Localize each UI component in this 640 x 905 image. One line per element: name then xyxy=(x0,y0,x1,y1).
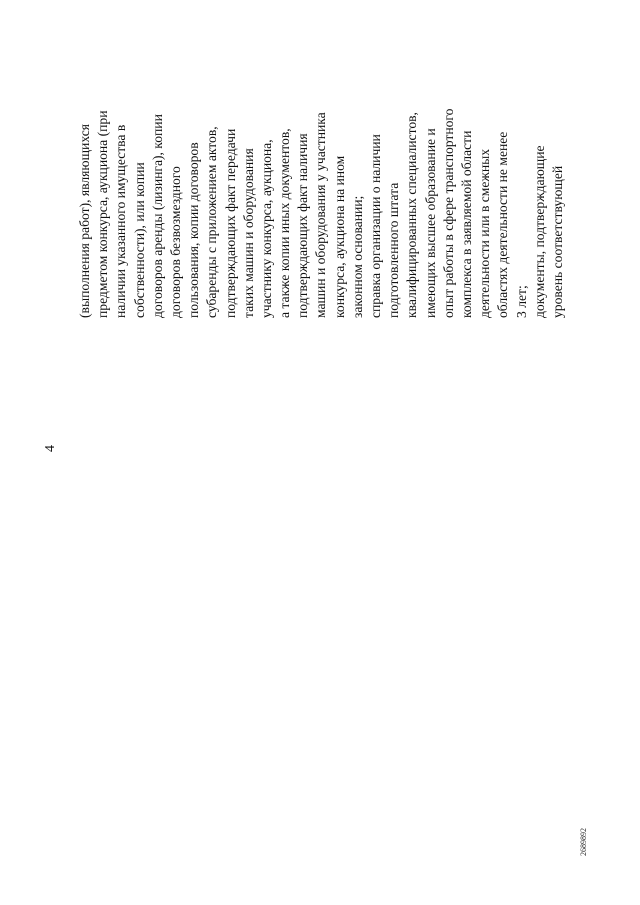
text-line: областях деятельности не менее xyxy=(495,131,511,318)
text-line: конкурса, аукциона на ином xyxy=(331,155,347,318)
text-line: квалифицированных специалистов, xyxy=(404,112,420,318)
text-line: наличии указанного имущества в xyxy=(113,124,129,318)
text-line: документы, подтверждающие xyxy=(531,145,547,318)
text-line: подготовленного штата xyxy=(386,182,402,318)
text-line: таких машин и оборудования xyxy=(240,148,256,318)
text-line: предметом конкурса, аукциона (при xyxy=(95,110,111,318)
text-line: комплекса в заявляемой области xyxy=(458,130,474,318)
text-line: 3 лет; xyxy=(513,285,529,318)
body-text xyxy=(76,0,567,318)
text-line: уровень соответствующей xyxy=(549,165,565,318)
text-line: подтверждающих факт передачи xyxy=(222,128,238,318)
text-line: а также копии иных документов, xyxy=(277,128,293,318)
text-line: субаренды с приложением актов, xyxy=(204,126,220,318)
page-number: 4 xyxy=(43,445,58,452)
text-line: пользования, копии договоров xyxy=(186,142,202,318)
text-line: законном основании; xyxy=(349,195,365,318)
text-line: имеющих высшее образование и xyxy=(422,128,438,318)
text-line: подтверждающих факт наличия xyxy=(295,133,311,318)
text-line: деятельности или в смежных xyxy=(477,148,493,318)
text-line: участнику конкурса, аукциона, xyxy=(258,139,274,318)
text-line: (выполнения работ), являющихся xyxy=(77,123,92,318)
text-line: договоров аренды (лизинга), копии xyxy=(149,114,165,318)
text-line: собственности), или копии xyxy=(131,162,147,318)
text-line: справка организации о наличии xyxy=(368,134,383,318)
text-line: машин и оборудования у участника xyxy=(313,112,329,318)
text-line: опыт работы в сфере транспортного xyxy=(440,108,456,318)
text-line: договоров безвозмездного xyxy=(167,166,183,318)
document-id: 2689892 xyxy=(579,828,588,856)
